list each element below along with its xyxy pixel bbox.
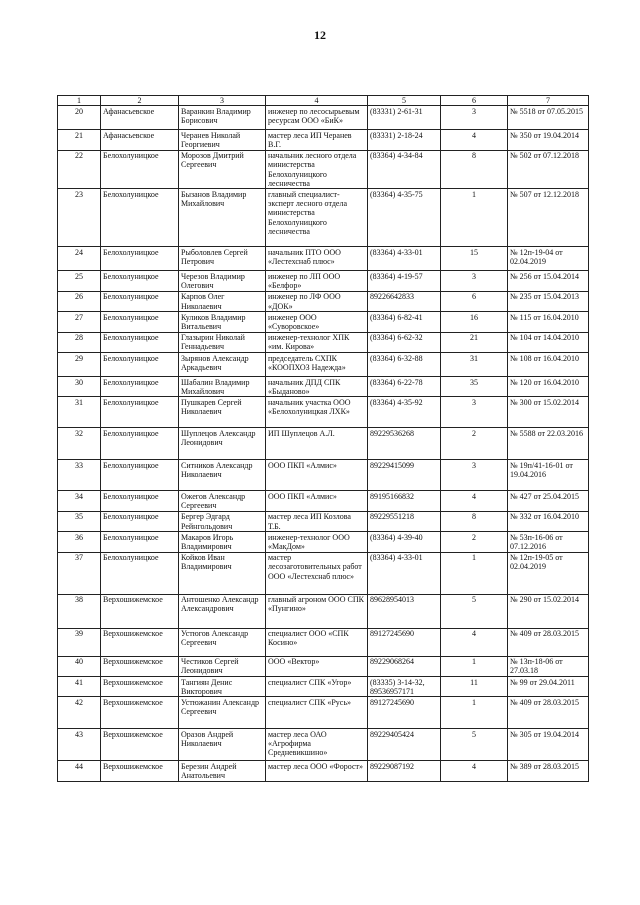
row-number: 25 <box>58 271 101 291</box>
phone-number: (83364) 4-19-57 <box>368 271 441 291</box>
license-text: № 5518 от 07.05.2015 <box>508 106 589 130</box>
license-text: № 53п-16-06 от 07.12.2016 <box>508 532 589 552</box>
position-text: инженер по лесосырьевым ресурсам ООО «БиК» <box>266 106 368 130</box>
district-name: Верхошижемское <box>101 628 179 656</box>
position-text: инженер-технолог ООО «МакДом» <box>266 532 368 552</box>
count-value: 31 <box>441 353 508 377</box>
column-header: 1 <box>58 96 101 106</box>
district-name: Белохолуницкое <box>101 332 179 352</box>
license-text: № 12п-19-04 от 02.04.2019 <box>508 247 589 271</box>
license-text: № 409 от 28.03.2015 <box>508 628 589 656</box>
count-value: 8 <box>441 150 508 189</box>
table-row <box>58 677 589 697</box>
count-value: 35 <box>441 377 508 397</box>
district-name: Верхошижемское <box>101 656 179 676</box>
position-text: мастер леса ИП Черанев В.Г. <box>266 130 368 150</box>
phone-number: 89127245690 <box>368 628 441 656</box>
count-value: 2 <box>441 428 508 460</box>
district-name: Верхошижемское <box>101 761 179 781</box>
district-name: Белохолуницкое <box>101 511 179 531</box>
header-row <box>58 96 589 106</box>
district-name: Верхошижемское <box>101 729 179 761</box>
license-text: № 104 от 14.04.2010 <box>508 332 589 352</box>
row-number: 42 <box>58 697 101 729</box>
position-text: ООО ПКП «Алмис» <box>266 491 368 511</box>
table-row <box>58 377 589 397</box>
row-number: 41 <box>58 677 101 697</box>
phone-number: (83364) 6-32-88 <box>368 353 441 377</box>
table-row <box>58 697 589 729</box>
license-text: № 235 от 15.04.2013 <box>508 291 589 311</box>
row-number: 27 <box>58 312 101 332</box>
count-value: 4 <box>441 130 508 150</box>
position-text: начальник ДПД СПК «Быданово» <box>266 377 368 397</box>
position-text: мастер лесозаготовительных работ ООО «Лестехснаб плюс» <box>266 552 368 594</box>
row-number: 40 <box>58 656 101 676</box>
column-header: 7 <box>508 96 589 106</box>
license-text: № 332 от 16.04.2010 <box>508 511 589 531</box>
count-value: 3 <box>441 397 508 428</box>
phone-number: (83364) 4-35-75 <box>368 189 441 247</box>
phone-number: (83364) 4-33-01 <box>368 247 441 271</box>
district-name: Белохолуницкое <box>101 532 179 552</box>
count-value: 6 <box>441 291 508 311</box>
row-number: 21 <box>58 130 101 150</box>
position-text: главный агроном ООО СПК «Пунгино» <box>266 594 368 628</box>
position-text: начальник ПТО ООО «Лестехснаб плюс» <box>266 247 368 271</box>
license-text: № 389 от 28.03.2015 <box>508 761 589 781</box>
person-name: Честиков Сергей Леонидович <box>179 656 266 676</box>
person-name: Глазырин Николай Геннадьевич <box>179 332 266 352</box>
count-value: 1 <box>441 697 508 729</box>
license-text: № 115 от 16.04.2010 <box>508 312 589 332</box>
phone-number: 89628954013 <box>368 594 441 628</box>
table-row <box>58 656 589 676</box>
count-value: 15 <box>441 247 508 271</box>
registry-table <box>57 95 589 782</box>
position-text: инженер-технолог ХПК «им. Кирова» <box>266 332 368 352</box>
count-value: 8 <box>441 511 508 531</box>
row-number: 24 <box>58 247 101 271</box>
phone-number: 89229405424 <box>368 729 441 761</box>
license-text: № 120 от 16.04.2010 <box>508 377 589 397</box>
person-name: Карпов Олег Николаевич <box>179 291 266 311</box>
count-value: 21 <box>441 332 508 352</box>
phone-number: (83364) 4-33-01 <box>368 552 441 594</box>
position-text: начальник участка ООО «Белохолуницкая ЛХК» <box>266 397 368 428</box>
person-name: Березин Андрей Анатольевич <box>179 761 266 781</box>
row-number: 33 <box>58 460 101 491</box>
row-number: 29 <box>58 353 101 377</box>
count-value: 4 <box>441 761 508 781</box>
phone-number: (83331) 2-18-24 <box>368 130 441 150</box>
table-row <box>58 130 589 150</box>
district-name: Белохолуницкое <box>101 312 179 332</box>
license-text: № 305 от 19.04.2014 <box>508 729 589 761</box>
district-name: Белохолуницкое <box>101 460 179 491</box>
count-value: 3 <box>441 460 508 491</box>
position-text: ООО ПКП «Алмис» <box>266 460 368 491</box>
district-name: Белохолуницкое <box>101 552 179 594</box>
person-name: Куликов Владимир Витальевич <box>179 312 266 332</box>
person-name: Шуплецов Александр Леонидович <box>179 428 266 460</box>
table-row <box>58 594 589 628</box>
row-number: 44 <box>58 761 101 781</box>
count-value: 3 <box>441 271 508 291</box>
table-row <box>58 532 589 552</box>
phone-number: 89229415099 <box>368 460 441 491</box>
license-text: № 99 от 29.04.2011 <box>508 677 589 697</box>
phone-number: (83335) 3-14-32, 89536957171 <box>368 677 441 697</box>
phone-number: (83364) 4-35-92 <box>368 397 441 428</box>
district-name: Белохолуницкое <box>101 271 179 291</box>
row-number: 38 <box>58 594 101 628</box>
position-text: специалист ООО «СПК Косино» <box>266 628 368 656</box>
license-text: № 12п-19-05 от 02.04.2019 <box>508 552 589 594</box>
table-row <box>58 761 589 781</box>
person-name: Шабалин Владимир Михайлович <box>179 377 266 397</box>
license-text: № 5588 от 22.03.2016 <box>508 428 589 460</box>
column-header: 3 <box>179 96 266 106</box>
phone-number: 89127245690 <box>368 697 441 729</box>
person-name: Черанев Николай Георгиевич <box>179 130 266 150</box>
person-name: Ожегов Александр Сергеевич <box>179 491 266 511</box>
district-name: Белохолуницкое <box>101 377 179 397</box>
table-row <box>58 189 589 247</box>
row-number: 22 <box>58 150 101 189</box>
position-text: инженер по ЛП ООО «Белфор» <box>266 271 368 291</box>
column-header: 2 <box>101 96 179 106</box>
row-number: 31 <box>58 397 101 428</box>
position-text: специалист СПК «Русь» <box>266 697 368 729</box>
row-number: 39 <box>58 628 101 656</box>
district-name: Белохолуницкое <box>101 428 179 460</box>
person-name: Тангиян Денис Викторович <box>179 677 266 697</box>
person-name: Устюгов Александр Сергеевич <box>179 628 266 656</box>
person-name: Бызанов Владимир Михайлович <box>179 189 266 247</box>
table-row <box>58 353 589 377</box>
person-name: Варанкин Владимир Борисович <box>179 106 266 130</box>
table-row <box>58 271 589 291</box>
table-row <box>58 150 589 189</box>
count-value: 16 <box>441 312 508 332</box>
person-name: Рыболовлев Сергей Петрович <box>179 247 266 271</box>
table-row <box>58 729 589 761</box>
position-text: инженер по ЛФ ООО «ДОК» <box>266 291 368 311</box>
phone-number: (83331) 2-61-31 <box>368 106 441 130</box>
row-number: 32 <box>58 428 101 460</box>
column-header: 6 <box>441 96 508 106</box>
person-name: Устюжанин Александр Сергеевич <box>179 697 266 729</box>
position-text: ООО «Вектор» <box>266 656 368 676</box>
position-text: председатель СХПК «КООПХОЗ Надежда» <box>266 353 368 377</box>
license-text: № 13п-18-06 от 27.03.18 <box>508 656 589 676</box>
district-name: Афанасьевское <box>101 130 179 150</box>
table-row <box>58 332 589 352</box>
count-value: 1 <box>441 656 508 676</box>
district-name: Белохолуницкое <box>101 247 179 271</box>
table-row <box>58 428 589 460</box>
row-number: 23 <box>58 189 101 247</box>
phone-number: 89195166832 <box>368 491 441 511</box>
column-header: 4 <box>266 96 368 106</box>
person-name: Оразов Андрей Николаевич <box>179 729 266 761</box>
row-number: 35 <box>58 511 101 531</box>
person-name: Койков Иван Владимирович <box>179 552 266 594</box>
person-name: Макаров Игорь Владимирович <box>179 532 266 552</box>
count-value: 2 <box>441 532 508 552</box>
person-name: Антошенко Александр Александрович <box>179 594 266 628</box>
table-row <box>58 491 589 511</box>
district-name: Белохолуницкое <box>101 491 179 511</box>
license-text: № 427 от 25.04.2015 <box>508 491 589 511</box>
district-name: Белохолуницкое <box>101 397 179 428</box>
count-value: 11 <box>441 677 508 697</box>
phone-number: (83364) 4-39-40 <box>368 532 441 552</box>
count-value: 5 <box>441 729 508 761</box>
table-row <box>58 106 589 130</box>
table-row <box>58 628 589 656</box>
count-value: 3 <box>441 106 508 130</box>
phone-number: (83364) 6-22-78 <box>368 377 441 397</box>
person-name: Морозов Дмитрий Сергеевич <box>179 150 266 189</box>
license-text: № 350 от 19.04.2014 <box>508 130 589 150</box>
license-text: № 19п/41-16-01 от 19.04.2016 <box>508 460 589 491</box>
count-value: 4 <box>441 628 508 656</box>
table-row <box>58 291 589 311</box>
district-name: Белохолуницкое <box>101 353 179 377</box>
district-name: Верхошижемское <box>101 594 179 628</box>
phone-number: 89229087192 <box>368 761 441 781</box>
phone-number: 89229536268 <box>368 428 441 460</box>
position-text: начальник лесного отдела министерства Белохолуницкого лесничества <box>266 150 368 189</box>
license-text: № 300 от 15.02.2014 <box>508 397 589 428</box>
district-name: Афанасьевское <box>101 106 179 130</box>
row-number: 36 <box>58 532 101 552</box>
district-name: Белохолуницкое <box>101 189 179 247</box>
table-row <box>58 312 589 332</box>
table-row <box>58 397 589 428</box>
row-number: 34 <box>58 491 101 511</box>
district-name: Верхошижемское <box>101 697 179 729</box>
phone-number: (83364) 4-34-84 <box>368 150 441 189</box>
license-text: № 256 от 15.04.2014 <box>508 271 589 291</box>
person-name: Ситников Александр Николаевич <box>179 460 266 491</box>
phone-number: 89229551218 <box>368 511 441 531</box>
license-text: № 108 от 16.04.2010 <box>508 353 589 377</box>
row-number: 37 <box>58 552 101 594</box>
license-text: № 290 от 15.02.2014 <box>508 594 589 628</box>
table-row <box>58 460 589 491</box>
row-number: 20 <box>58 106 101 130</box>
position-text: специалист СПК «Угор» <box>266 677 368 697</box>
district-name: Белохолуницкое <box>101 291 179 311</box>
license-text: № 507 от 12.12.2018 <box>508 189 589 247</box>
phone-number: 89226642833 <box>368 291 441 311</box>
position-text: мастер леса ИП Козлова Т.Б. <box>266 511 368 531</box>
person-name: Пушкарев Сергей Николаевич <box>179 397 266 428</box>
table-body <box>58 106 589 782</box>
table-row <box>58 247 589 271</box>
person-name: Черезов Владимир Олегович <box>179 271 266 291</box>
license-text: № 502 от 07.12.2018 <box>508 150 589 189</box>
row-number: 43 <box>58 729 101 761</box>
phone-number: (83364) 6-62-32 <box>368 332 441 352</box>
phone-number: 89229068264 <box>368 656 441 676</box>
position-text: ИП Шуплецов А.Л. <box>266 428 368 460</box>
page-number: 12 <box>314 28 326 42</box>
district-name: Белохолуницкое <box>101 150 179 189</box>
table-row <box>58 552 589 594</box>
count-value: 1 <box>441 189 508 247</box>
person-name: Бергер Эдгард Рейнгольдович <box>179 511 266 531</box>
person-name: Зырянов Александр Аркадьевич <box>179 353 266 377</box>
phone-number: (83364) 6-82-41 <box>368 312 441 332</box>
license-text: № 409 от 28.03.2015 <box>508 697 589 729</box>
position-text: инженер ООО «Суворовское» <box>266 312 368 332</box>
position-text: главный специалист-эксперт лесного отдела министерства Белохолуницкого лесничества <box>266 189 368 247</box>
count-value: 1 <box>441 552 508 594</box>
row-number: 26 <box>58 291 101 311</box>
table-header <box>58 96 589 106</box>
count-value: 5 <box>441 594 508 628</box>
row-number: 28 <box>58 332 101 352</box>
position-text: мастер леса ООО «Форост» <box>266 761 368 781</box>
column-header: 5 <box>368 96 441 106</box>
table-row <box>58 511 589 531</box>
count-value: 4 <box>441 491 508 511</box>
position-text: мастер леса ОАО «Агрофирма Средневикшино» <box>266 729 368 761</box>
row-number: 30 <box>58 377 101 397</box>
district-name: Верхошижемское <box>101 677 179 697</box>
